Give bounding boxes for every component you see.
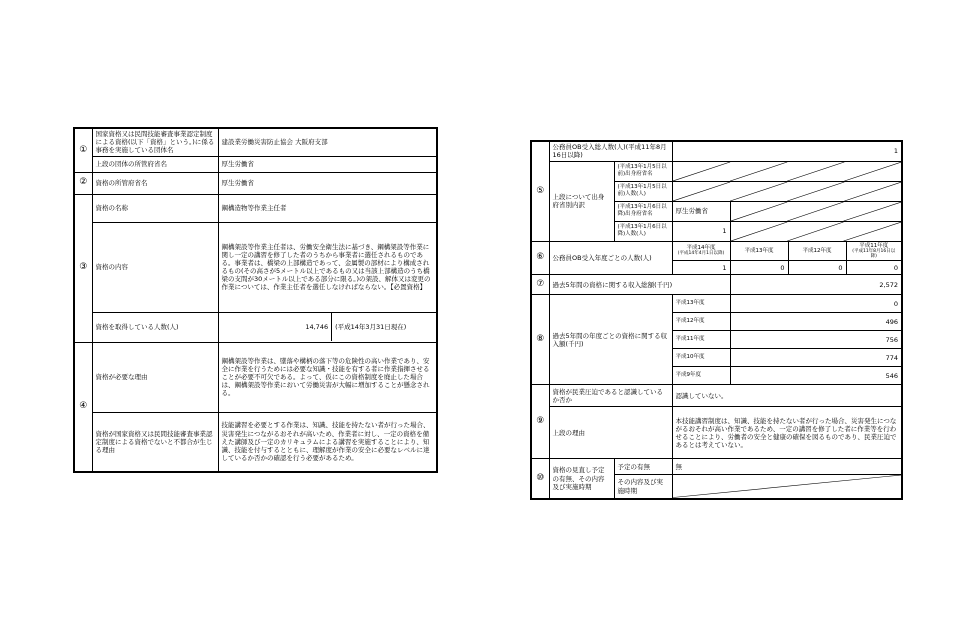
ob-year-value: 0 [846,261,902,275]
qual-name-label: 資格の名称 [92,194,218,222]
org-agency-label: 上段の団体の所管府省名 [92,156,218,172]
competition-value: 認識していない。 [672,385,902,407]
revenue-year-label: 平成9年度 [672,367,730,385]
revenue-total-label: 過去5年間の資格に関する収入総額(千円) [549,275,730,295]
national-reason-label: 資格が国家資格又は民間技能審査事業認定制度による資格でないと不都合が生じる理由 [92,412,218,472]
ob-year-value: 0 [788,261,846,275]
revenue-year-value: 0 [730,295,902,313]
row-number-3: ③ [74,194,92,342]
review-plan-detail-label: その内容及び実施時期 [614,475,672,499]
post-2001-count-crossed [730,221,902,241]
post-2001-agency-value: 厚生労働省 [672,201,730,221]
revenue-year-label: 平成10年度 [672,349,730,367]
row-number-5: ⑤ [531,141,549,241]
ob-year-header: 平成13年度 [730,241,788,261]
ob-year-header: 平成12年度 [788,241,846,261]
revenue-year-value: 774 [730,349,902,367]
ob-breakdown-label: 上段について出身府省別内訳 [549,161,614,241]
pre-2001-count-crossed [672,181,902,201]
row-number-1: ① [74,128,92,172]
qual-agency-value: 厚生労働省 [218,172,437,194]
revenue-year-label: 平成11年度 [672,331,730,349]
holder-count-cell [218,312,437,342]
right-record-table [530,140,903,500]
competition-reason-value: 本技能講習制度は、知識、技能を持たない者が行った場合、災害発生につながるおそれが高い作業であるため、一定の講習を修了した者に作業等を行わせることにより、労働者の安全と健康の確保を図るものであり、民業圧迫であるとは考えていない。 [672,407,902,459]
holder-count-label: 資格を取得している人数(人) [92,312,218,342]
revenue-year-value: 496 [730,313,902,331]
post-2001-count-value: 1 [672,221,730,241]
post-2001-count-label: (平成13年1月6日以降)人数(人) [614,221,672,241]
competition-reason-label: 上段の理由 [549,407,672,459]
ob-year-header: 平成11年度 (平成11年8月16日以降) [846,241,902,261]
qual-content-value: 鋼構架設等作業主任者は、労働安全衛生法に基づき、鋼構架設等作業に関し一定の講習を修了した者のうちから事業者に選任されるものである。事業者は、橋梁の上部構造であって、金属製の部材により構成されるもの(その高さが5メートル以上であるもの又は当該上部構造のうち橋梁の支間が30メートル以上である部分に限る。)の架設、解体又は変更の作業については、作業主任者を選任しなければならない。【必置資格】 [218,222,437,312]
revenue-year-label: 平成13年度 [672,295,730,313]
need-reason-value: 鋼構架設等作業は、墜落や構柄の落下等の危険性の高い作業であり、安全に作業を行うためには必要な知識・技能を有する者に作業指揮させることが必要不可欠である。よって、仮にこの資格制度を廃止した場合は、鋼構架設等作業において労働災害が大幅に増加することが懸念される。 [218,342,437,412]
pre-2001-count-label: (平成13年1月5日以前)人数(人) [614,181,672,201]
holder-count-value: 14,746 [219,313,332,341]
row-number-10: ⑩ [531,459,549,499]
qual-agency-label: 資格の所管府省名 [92,172,218,194]
review-plan-detail-crossed [672,475,902,499]
revenue-year-value: 756 [730,331,902,349]
org-name-label: 国家資格又は民間技能審査事業認定制度による資格(以下「資格」という。)に係る事務を実施している団体名 [92,128,218,156]
revenue-year-value: 546 [730,367,902,385]
revenue-total-value: 2,572 [730,275,902,295]
row-number-9: ⑨ [531,385,549,459]
org-name-value: 建設業労働災害防止協会 大阪府支部 [218,128,437,156]
row-number-8: ⑧ [531,295,549,385]
ob-total-value: 1 [672,141,902,161]
pre-2001-agency-crossed [672,161,902,181]
ob-year-value: 0 [730,261,788,275]
review-plan-label: 資格の見直し予定の有無、その内容及び実施時期 [549,459,614,499]
review-plan-exists-value: 無 [672,459,902,475]
revenue-year-label: 平成12年度 [672,313,730,331]
holder-count-date: (平成14年3月31日現在) [335,322,407,331]
competition-label: 資格が民業圧迫であると認識しているか否か [549,385,672,407]
org-agency-value: 厚生労働省 [218,156,437,172]
row-number-7: ⑦ [531,275,549,295]
review-plan-exists-label: 予定の有無 [614,459,672,475]
row-number-6: ⑥ [531,241,549,275]
row-number-2: ② [74,172,92,194]
post-2001-agency-crossed [730,201,902,221]
revenue-yearly-label: 過去5年間の年度ごとの資格に関する収入額(千円) [549,295,672,385]
post-2001-agency-label: (平成13年1月6日以降)出身府省名 [614,201,672,221]
ob-year-header: 平成14年度 (平成14年4月1日以降) [672,241,730,261]
qual-content-label: 資格の内容 [92,222,218,312]
pre-2001-agency-label: (平成13年1月5日以前)出身府省名 [614,161,672,181]
row-number-4: ④ [74,342,92,472]
ob-yearly-label: 公務員OB受入年度ごとの人数(人) [549,241,672,275]
national-reason-value: 技能講習を必要とする作業は、知識、技能を持たない者が行った場合、災害発生につながるおそれが高いため、作業者に対し、一定の資格を備えた講師及び一定のカリキュラムによる講習を実施することにより、知識、技能を付与するとともに、理解度が作業の安全に必要なレベルに達しているか否かの確認を行う必要があるため。 [218,412,437,472]
need-reason-label: 資格が必要な理由 [92,342,218,412]
ob-total-label: 公務員OB受入総人数(人)(平成11年8月16日以降) [549,141,672,161]
left-record-table [73,127,438,473]
qual-name-value: 鋼構造物等作業主任者 [218,194,437,222]
ob-year-value: 1 [672,261,730,275]
